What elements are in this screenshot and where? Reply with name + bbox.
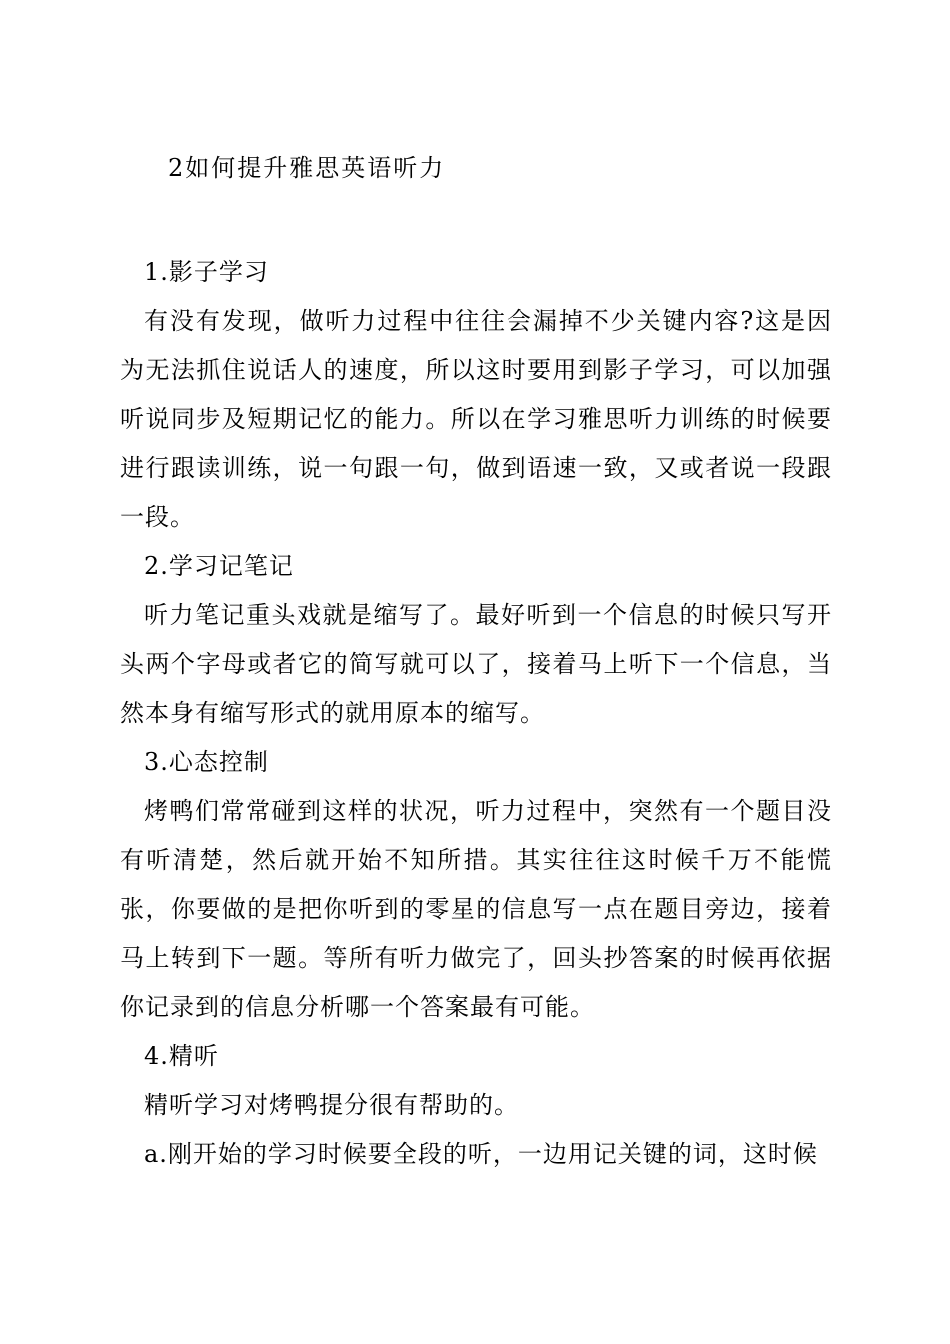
paragraph-intensive-listening: 精听学习对烤鸭提分很有帮助的。 — [144, 1091, 519, 1119]
paragraph-note-taking: 听力笔记重头戏就是缩写了。最好听到一个信息的时候只写开头两个字母或者它的简写就可以了，接着马上听下一个信息，当然本身有缩写形式的就用原本的缩写。 — [120, 601, 832, 727]
document-body — [120, 248, 832, 1179]
section-heading-shadowing: 1.影子学习 — [144, 258, 269, 286]
document-title: 2如何提升雅思英语听力 — [168, 154, 446, 182]
paragraph-mindset: 烤鸭们常常碰到这样的状况，听力过程中，突然有一个题目没有听清楚，然后就开始不知所措。其实往往这时候千万不能慌张，你要做的是把你听到的零星的信息写一点在题目旁边，接着马上转到下一题。等所有听力做完了，回头抄答案的时候再依据你记录到的信息分析哪一个答案最有可能。 — [120, 797, 832, 1021]
section-heading-intensive-listening: 4.精听 — [144, 1042, 219, 1070]
paragraph-shadowing: 有没有发现，做听力过程中往往会漏掉不少关键内容?这是因为无法抓住说话人的速度，所以这时要用到影子学习，可以加强听说同步及短期记忆的能力。所以在学习雅思听力训练的时候要进行跟读训练，说一句跟一句，做到语速一致，又或者说一段跟一段。 — [120, 307, 832, 531]
section-heading-mindset: 3.心态控制 — [144, 748, 269, 776]
section-heading-note-taking: 2.学习记笔记 — [144, 552, 294, 580]
paragraph-intensive-listening-a: a.刚开始的学习时候要全段的听，一边用记关键的词，这时候 — [144, 1140, 818, 1168]
